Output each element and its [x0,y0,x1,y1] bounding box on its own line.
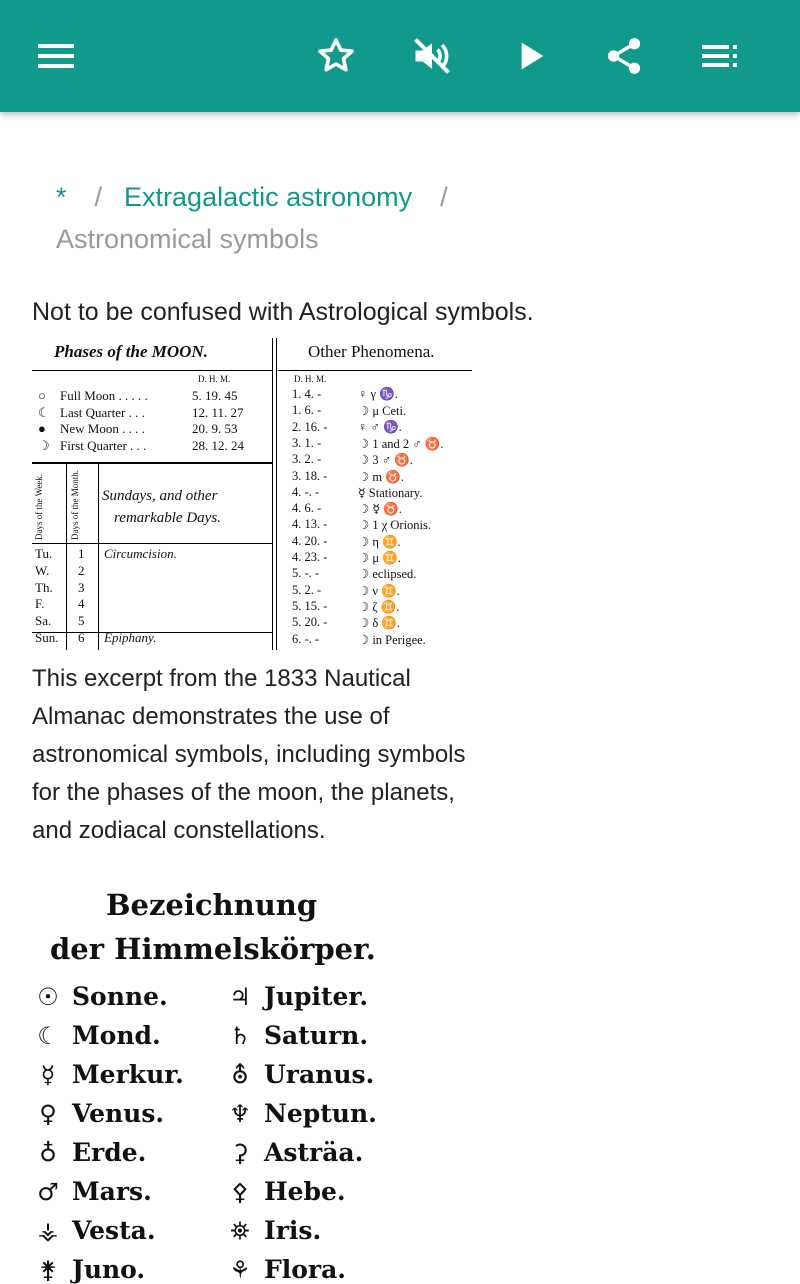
day-week: Sa. [35,613,52,629]
remarkable-header: Sundays, and other [102,488,218,504]
planet-symbol: ⚳ [231,1139,249,1167]
phenomenon-event: ♀ γ ♑. [358,387,398,401]
planet-name: Neptun. [264,1099,377,1128]
playlist-button[interactable] [692,28,748,84]
planet-entry [218,1021,368,1050]
day-month: 1 [78,546,85,561]
planet-symbol: ⛯ [230,1217,250,1245]
breadcrumb-current: Astronomical symbols [56,224,319,254]
phenomenon-event: ☽ μ ♊. [358,551,401,565]
phase-label: New Moon . . . . [60,421,145,436]
days-month-header: Days of the Month. [70,470,80,540]
breadcrumb-home-link[interactable]: * [56,182,67,212]
planet-symbol: ♂ [37,1178,59,1206]
planet-symbol: ☉ [37,983,59,1011]
phenomenon-event: ♀ ♂ ♑. [358,419,402,434]
day-month: 4 [78,596,85,612]
phenomenon-event: ☽ δ ♊. [358,616,401,631]
planet-name: Sonne. [72,982,168,1011]
day-week: F. [35,596,45,612]
phenomenon-event: ☽ 1 χ Orionis. [358,518,432,533]
day-month: 6 [78,630,85,645]
phenomenon-event: ☽ m ♉. [358,469,404,484]
planet-entry [26,1060,184,1089]
planet-entry [218,1060,374,1089]
phenomenon-time: 3. 18. - [292,468,328,483]
planet-symbol: ♁ [39,1139,57,1167]
volume-off-icon [410,34,454,78]
phenomenon-time: 5. -. - [292,566,320,581]
phenomenon-time: 6. -. - [292,631,320,646]
phenomenon-event: ☽ η ♊. [358,534,401,549]
planet-symbol: ♆ [229,1100,251,1128]
planet-name: Venus. [72,1099,165,1128]
phenomenon-time: 5. 2. - [292,582,322,597]
phenomenon-time: 1. 6. - [292,403,322,418]
phenomenon-time: 4. -. - [292,484,320,499]
planet-symbol: ⚴ [231,1178,249,1206]
phenomenon-time: 4. 13. - [292,517,328,532]
remarkable-header: remarkable Days. [114,510,221,526]
day-week: Tu. [35,546,53,561]
menu-button[interactable] [28,28,84,84]
planet-name: Juno. [72,1255,146,1284]
day-week: W. [35,562,50,578]
share-button[interactable] [596,28,652,84]
planet-name: Iris. [264,1216,322,1245]
planet-entry [26,1138,146,1167]
phenomenon-event: ☽ μ Ceti. [358,404,407,419]
other-columns: D. H. M. [294,374,327,384]
planet-symbol: ♀ [39,1100,57,1128]
phenomenon-event: ☽ ν ♊. [358,583,400,598]
phenomenon-event: ☽ eclipsed. [358,567,417,582]
planet-entry [218,1099,377,1128]
planet-entry [218,1177,346,1206]
menu-icon [36,36,76,76]
phase-label: First Quarter . . . [60,437,147,453]
almanac-figure[interactable] [32,338,472,650]
phase-time: 12. 11. 27 [192,404,244,420]
planet-symbol: ☿ [40,1061,56,1089]
phase-time: 20. 9. 53 [192,421,238,436]
breadcrumb [56,176,756,260]
day-week: Sun. [35,630,59,645]
phenomenon-time: 5. 15. - [292,598,328,613]
phenomenon-time: 3. 2. - [292,452,322,467]
day-note: Epiphany. [104,630,157,645]
days-week-header: Days of the Week. [34,473,44,540]
phase-symbol: ☾ [38,404,50,420]
phenomenon-event: ☽ ζ ♊. [358,599,400,614]
planet-name: Mars. [72,1177,152,1206]
phase-symbol: ○ [38,388,46,403]
planet-symbol: ⚶ [37,1217,59,1245]
phase-time: 28. 12. 24 [192,437,244,453]
day-month: 2 [78,562,85,578]
planet-name: Merkur. [72,1060,184,1089]
day-month: 3 [78,579,85,595]
figure-caption: This excerpt from the 1833 Nautical Almanac demonstrates the use of astronomical symbols, including symbols for the phases of the moon, the planets, and zodiacal constellations. [32,665,466,844]
mute-button[interactable] [404,28,460,84]
phenomenon-time: 4. 20. - [292,533,328,548]
planet-entry [218,1138,363,1167]
planet-name: Vesta. [72,1216,156,1245]
star-icon [314,34,358,78]
phase-time: 5. 19. 45 [192,388,238,403]
play-icon [510,36,550,76]
hatnote: Not to be confused with Astrological symbols. [32,298,534,326]
planet-symbol: ⚘ [229,1256,251,1284]
phenomenon-time: 4. 6. - [292,501,322,516]
planet-entry [26,1099,164,1128]
breadcrumb-separator: / [94,182,103,212]
planet-name: Erde. [72,1138,147,1167]
day-month: 5 [78,613,85,629]
other-phenomena-title: Other Phenomena. [308,342,435,361]
planet-entry [26,1216,156,1245]
phenomenon-time: 3. 1. - [292,435,322,450]
planet-name: Flora. [264,1255,346,1284]
phenomenon-time: 1. 4. - [292,387,322,401]
phenomenon-event: ☽ in Perigee. [358,632,426,647]
planet-symbol: ⛢ [231,1061,249,1089]
planet-name: Hebe. [264,1177,346,1206]
planet-symbols-figure[interactable] [32,884,392,1284]
phenomenon-event: ☽ 1 and 2 ♂ ♉. [358,436,444,451]
planet-entry [26,1021,161,1050]
phenomenon-event: ☽ ☿ ♉. [358,502,402,517]
breadcrumb-parent-link[interactable]: Extragalactic astronomy [124,182,413,212]
planet-entry [218,982,368,1011]
planet-name: Uranus. [264,1060,375,1089]
phases-title: Phases of the MOON. [54,342,208,361]
phase-symbol: ● [38,421,46,436]
phenomenon-time: 4. 23. - [292,550,328,564]
planet-name: Saturn. [264,1021,369,1050]
german-title: Bezeichnung [106,888,318,922]
planet-symbol: ♃ [229,983,251,1011]
app-bar [0,0,800,112]
planet-entry [26,1177,152,1206]
planet-symbol: ☾ [37,1022,59,1050]
phase-label: Full Moon . . . . . [60,388,148,403]
day-note: Circumcision. [104,546,177,561]
phase-symbol: ☽ [38,437,50,453]
planet-symbol: ⚵ [39,1256,57,1284]
play-button[interactable] [502,28,558,84]
phases-columns: D. H. M. [198,374,231,384]
favorite-button[interactable] [308,28,364,84]
planet-entry [218,1216,321,1245]
planet-symbol: ♄ [229,1022,251,1050]
phase-label: Last Quarter . . . [60,404,145,420]
day-week: Th. [35,579,53,595]
planet-name: Mond. [72,1021,161,1050]
breadcrumb-separator: / [440,182,448,212]
share-icon [603,35,645,77]
playlist-icon [700,36,740,76]
german-subtitle: der Himmelskörper. [50,932,376,966]
planet-entry [26,982,168,1011]
phenomenon-time: 2. 16. - [292,419,328,434]
planet-name: Asträa. [264,1138,364,1167]
phenomenon-time: 5. 20. - [292,615,328,630]
phenomenon-event: ☿ Stationary. [358,485,423,500]
planet-name: Jupiter. [264,982,369,1011]
phenomenon-event: ☽ 3 ♂ ♉. [358,453,413,468]
